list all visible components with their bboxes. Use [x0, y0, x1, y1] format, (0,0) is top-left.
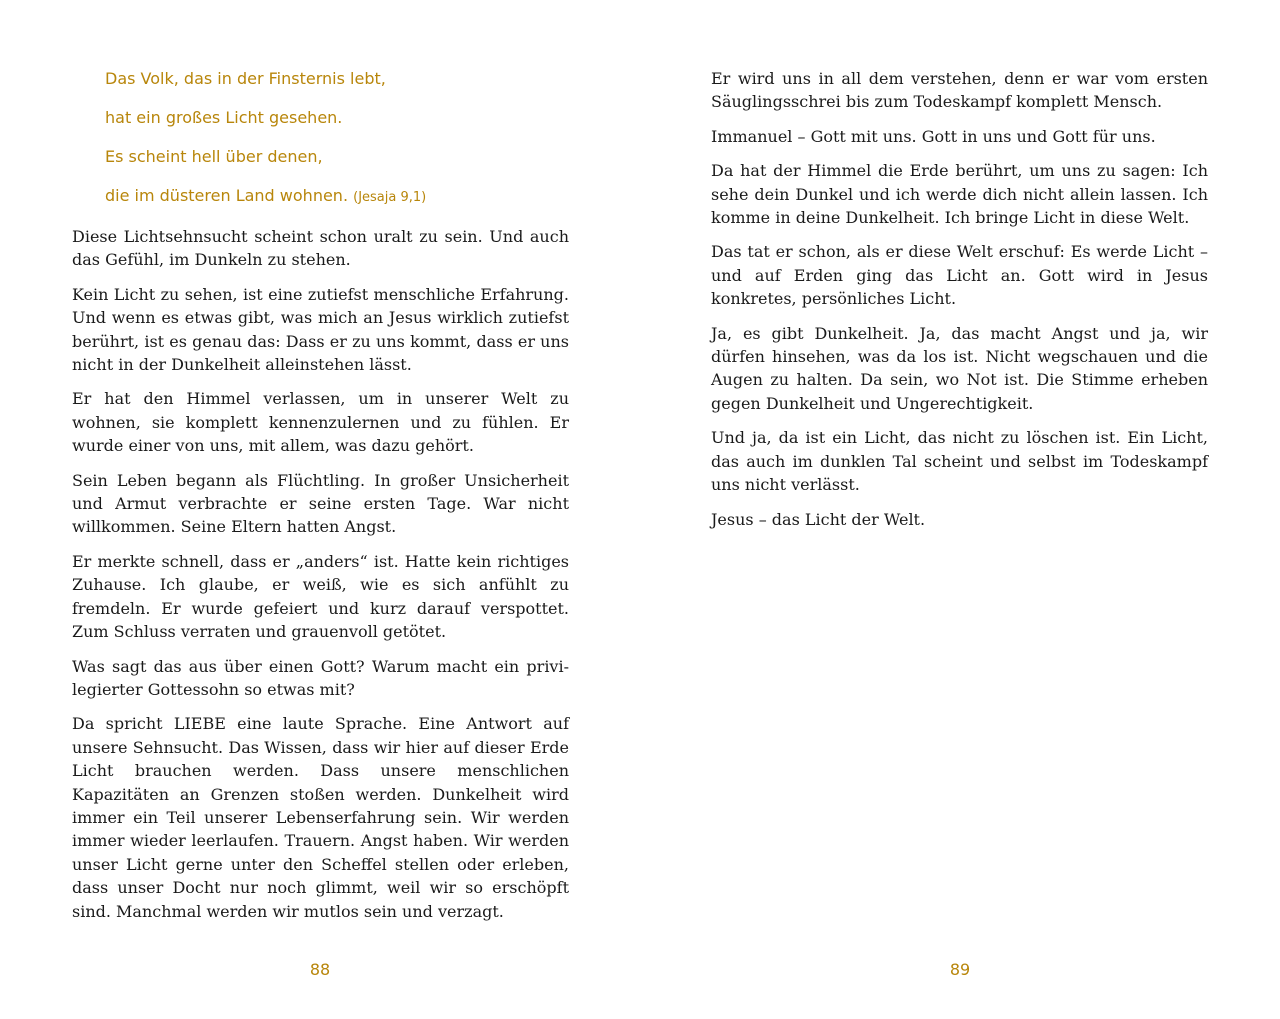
paragraph: Und ja, da ist ein Licht, das nicht zu löschen ist. Ein Licht, das auch im dunklen Tal scheint und selbst im Todeskampf uns nicht verlässt.	[711, 428, 1208, 495]
scripture-verse	[105, 64, 585, 220]
paragraph: Diese Lichtsehnsucht scheint schon uralt zu sein. Und auch das Gefühl, im Dunkeln zu stehen.	[72, 227, 569, 270]
verse-line: Das Volk, das in der Finsternis lebt,	[105, 69, 386, 88]
page-number-right: 89	[949, 960, 971, 979]
paragraph: Kein Licht zu sehen, ist eine zutiefst menschliche Erfahrung. Und wenn es etwas gibt, was mich an Jesus wirklich zutiefst berührt, ist es genau das: Dass er zu uns kommt, dass er uns nicht in der Dunkelheit alleinstehen lässt.	[72, 284, 569, 375]
paragraph: Er hat den Himmel verlassen, um in unserer Welt zu wohnen, sie komplett kennenzulernen und zu fühlen. Er wurde einer von uns, mit allem, was dazu gehört.	[72, 389, 569, 456]
paragraph: Sein Leben begann als Flüchtling. In großer Unsicherheit und Armut verbrachte er seine ersten Tage. War nicht willkommen. Seine Eltern hatten Angst.	[72, 470, 569, 537]
paragraph: Er wird uns in all dem verstehen, denn er war vom ersten Säuglingsschrei bis zum Todeskampf komplett Mensch.	[711, 69, 1208, 112]
paragraph: Er merkte schnell, dass er „anders“ ist. Hatte kein richtiges Zuhause. Ich glaube, er weiß, wie es sich anfühlt zu fremdeln. Er wurde gefeiert und kurz darauf verspottet. Zum Schluss verraten und grauenvoll getötet.	[72, 551, 569, 642]
paragraph: Jesus – das Licht der Welt.	[711, 509, 926, 529]
page-number-left: 88	[309, 960, 331, 979]
verse-line: hat ein großes Licht gesehen.	[105, 108, 343, 127]
paragraph: Da hat der Himmel die Erde berührt, um uns zu sagen: Ich sehe dein Dunkel und ich werde dich nicht allein lassen. Ich komme in deine Dunkelheit. Ich bringe Licht in diese Welt.	[711, 161, 1208, 228]
verse-line-text: die im düsteren Land wohnen.	[105, 186, 349, 205]
verse-line-last	[105, 181, 585, 220]
paragraph: Immanuel – Gott mit uns. Gott in uns und Gott für uns.	[711, 126, 1156, 146]
right-page	[640, 0, 1280, 1019]
paragraph: Das tat er schon, als er diese Welt erschuf: Es werde Licht – und auf Erden ging das Licht an. Gott wird in Jesus konkretes, persönliches Licht.	[711, 242, 1208, 309]
verse-line: Es scheint hell über denen,	[105, 147, 323, 166]
left-body-text	[72, 225, 569, 934]
paragraph: Ja, es gibt Dunkelheit. Ja, das macht Angst und ja, wir dürfen hinsehen, was da los ist. Nicht wegschauen und die Augen zu halten. Da sein, wo Not ist. Die Stimme erheben gegen Dunkelheit und Ungerechtigkeit.	[711, 323, 1208, 413]
right-body-text	[711, 67, 1208, 542]
paragraph: Da spricht LIEBE eine laute Sprache. Eine Antwort auf unsere Sehnsucht. Das Wissen, dass wir hier auf dieser Erde Licht brauchen werden. Dass unsere menschlichen Kapazitäten an Grenzen stoßen werden. Dunkelheit wird immer ein Teil unserer Lebenserfahrung sein. Wir werden immer wieder leerlaufen. Trauern. Angst haben. Wir werden unser Licht gerne unter den Scheffel stellen oder erleben, dass unser Docht nur noch glimmt, weil wir so erschöpft sind. Manchmal werden wir mutlos sein und verzagt.	[72, 714, 569, 921]
verse-reference: (Jesaja 9,1)	[353, 190, 427, 205]
paragraph: Was sagt das aus über einen Gott? Warum macht ein privilegierter Gottessohn so etwas mit?	[72, 656, 569, 699]
